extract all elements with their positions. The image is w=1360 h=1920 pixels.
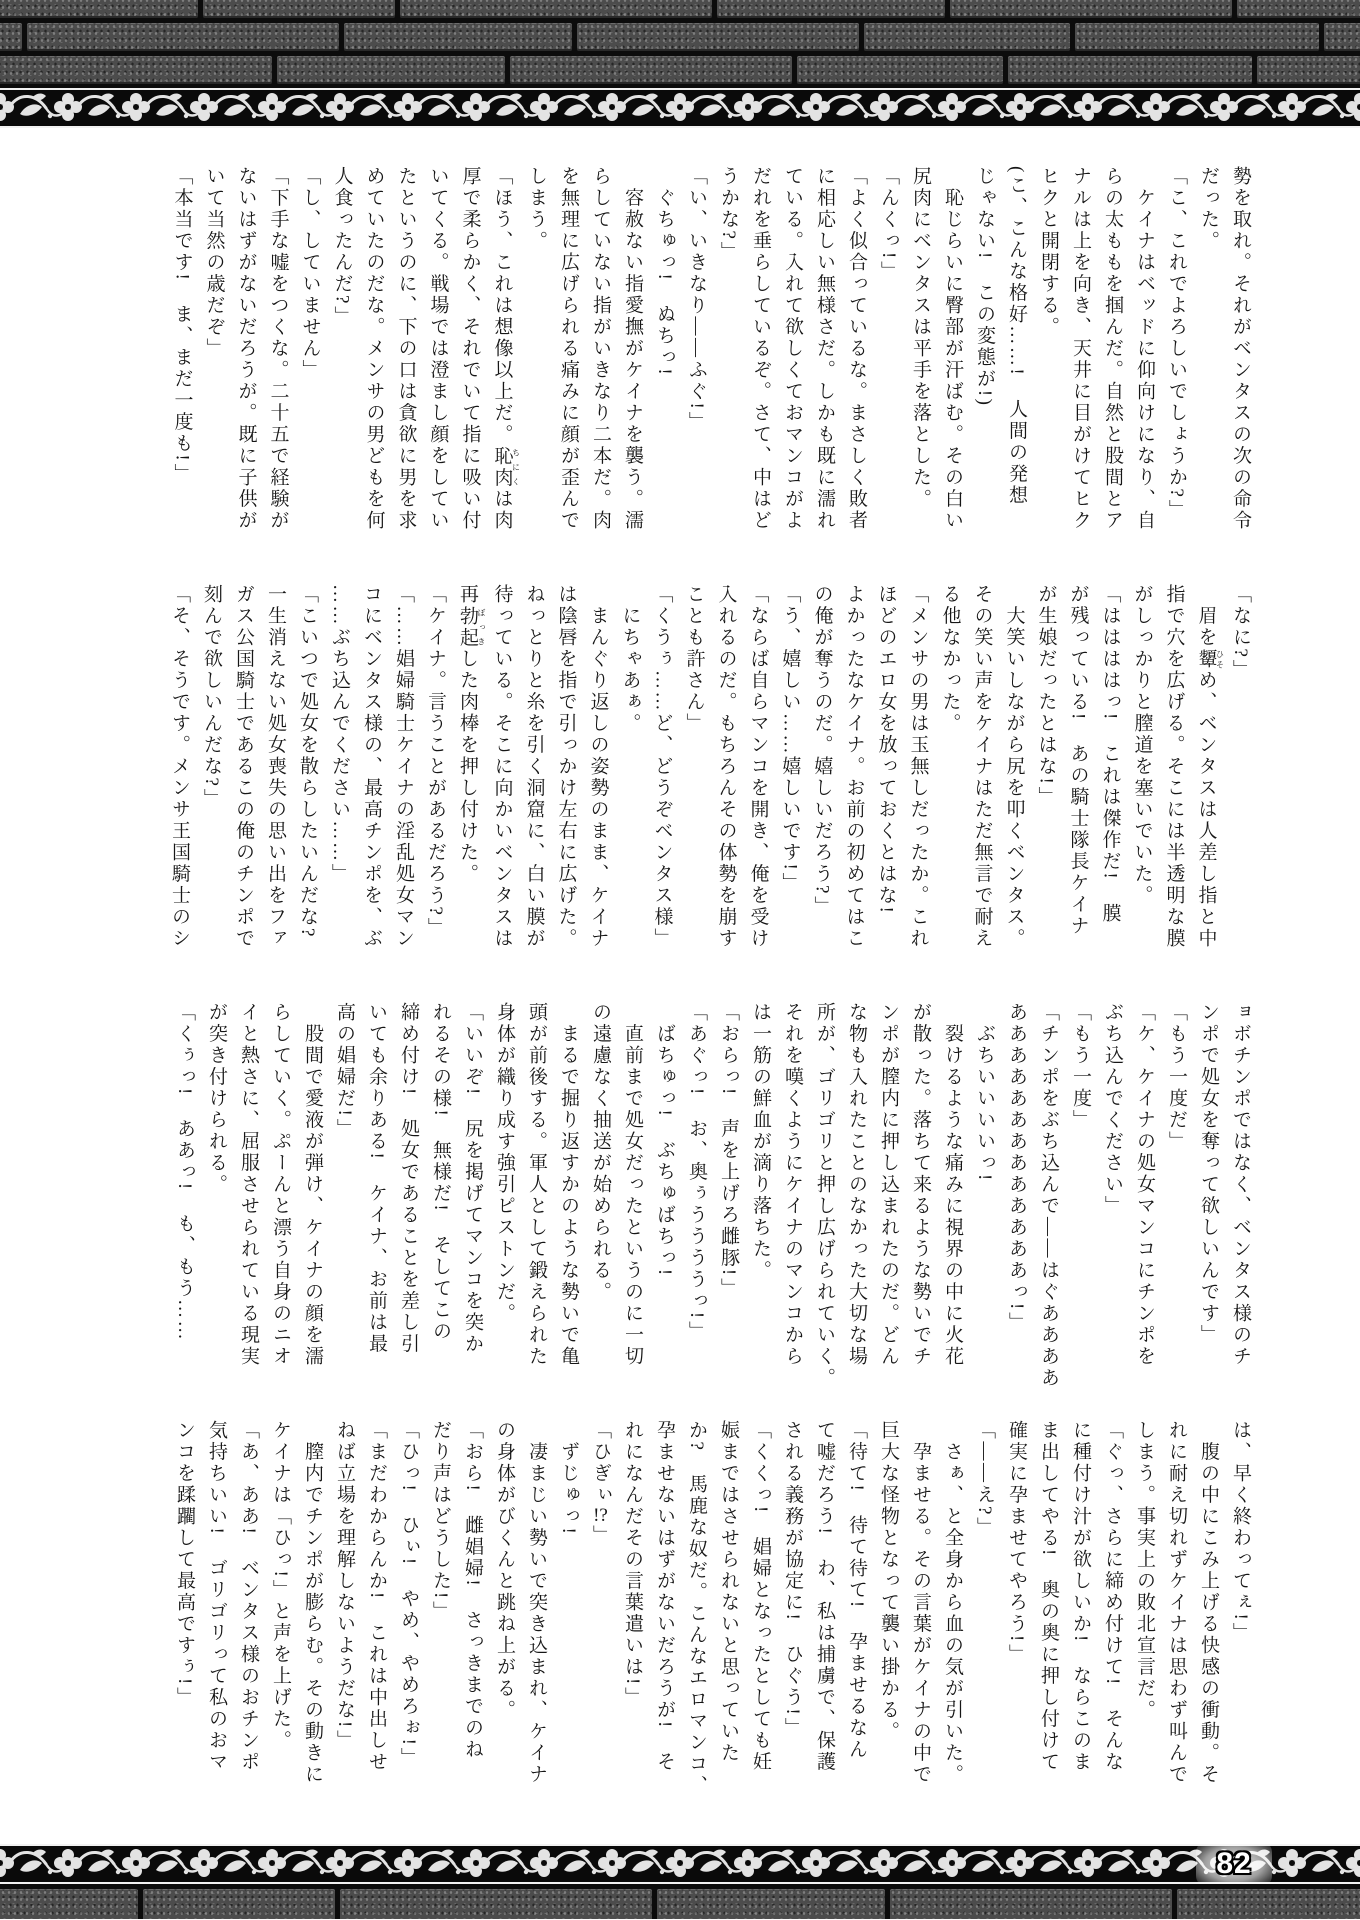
text-column: ぐちゅっ! ぬちっ! [654, 166, 675, 378]
text-column: を無理に広げられる痛みに顔が歪んで [558, 166, 579, 532]
text-column: ヒクと開閉する。 [1038, 166, 1059, 338]
text-column: て嘘だろう! わ、私は捕虜で、保護 [814, 1420, 835, 1773]
text-column: さぁ、と全身から血の気が引いた。 [942, 1420, 963, 1786]
text-column: (こ、こんな格好……! 人間の発想 [1006, 166, 1027, 507]
brick [1177, 1889, 1360, 1919]
floral-ornament-top [0, 90, 1360, 126]
text-column: 一生消えない処女喪失の思い出をファ [265, 584, 286, 950]
brick [0, 0, 198, 18]
text-column: 「ケ、ケイナの処女マンコにチンポを [1134, 1002, 1155, 1368]
text-column: 容赦ない指愛撫がケイナを襲う。濡 [622, 166, 643, 532]
text-column: ケイナは「ひっ!」と声を上げた。 [270, 1420, 291, 1752]
text-column: 巨大な怪物となって襲い掛かる。 [878, 1420, 899, 1743]
brick [890, 1889, 1172, 1919]
text-column: 身体が織り成す強引ピストンだ。 [494, 1002, 515, 1325]
text-column: ガス公国騎士であるこの俺のチンポで [233, 584, 254, 950]
text-column: ……ぶち込んでください……」 [329, 584, 350, 885]
text-column: よかったなケイナ。お前の初めてはこ [843, 584, 865, 950]
brick [143, 1889, 335, 1919]
text-column: 高の娼婦だ!」 [334, 1002, 355, 1140]
text-column: 孕ませないはずがないだろうが! そ [654, 1420, 675, 1773]
text-column: それを嘆くようにケイナのマンコから [782, 1002, 803, 1368]
text-column: 頭が前後する。軍人として鍛えられた [526, 1002, 547, 1368]
text-column: が残っている! あの騎士隊長ケイナ [1067, 584, 1089, 937]
page-number: 82 [1216, 1847, 1252, 1880]
text-column: 「ひぎぃ!?」 [590, 1420, 611, 1547]
text-column: まるで掘り返すかのような勢いで亀 [558, 1002, 579, 1368]
text-column: ぶち込んでください」 [1102, 1002, 1123, 1217]
text-column: ことも許さん」 [683, 584, 705, 735]
brick [1237, 0, 1360, 18]
brick [203, 0, 395, 18]
text-column: は一筋の鮮血が滴り落ちた。 [750, 1002, 771, 1282]
text-column: 恥じらいに臀部が汗ばむ。その白い [942, 166, 963, 532]
text-column: は陰唇を指で引っかけ左右に広げた。 [555, 584, 577, 950]
text-column: 「し、していません」 [299, 166, 321, 381]
text-column: 凄まじい勢いで突き込まれ、ケイナ [526, 1420, 547, 1786]
brick [340, 1889, 652, 1919]
text-column: らしていく。ぷーんと漂う自身のニオ [270, 1002, 291, 1368]
text-column: 「あぐっ! お、奥ぅううううっ!」 [686, 1002, 707, 1343]
text-column: 「もう一度」 [1070, 1002, 1091, 1131]
brick [277, 56, 505, 84]
text-column: 「もう一度だ」 [1166, 1002, 1187, 1153]
text-column: 勢を取れ。それがベンタスの次の命令 [1230, 166, 1251, 532]
text-column: ばちゅっ! ぶちゅばちっ! [654, 1002, 675, 1278]
text-column: か? 馬鹿な奴だ。こんなエロマンコ、 [686, 1420, 707, 1797]
text-column: 締め付け! 処女であることを差し引 [398, 1002, 419, 1355]
text-column: 「……娼婦騎士ケイナの淫乱処女マン [393, 584, 414, 950]
text-column: ンコを蹂躙して最高ですぅ!」 [174, 1420, 195, 1709]
text-column: 「くうぅ……ど、どうぞベンタス様」 [651, 584, 673, 950]
ornament-border-top [0, 88, 1360, 128]
text-column: だった。 [1198, 166, 1219, 252]
brick [0, 1889, 138, 1919]
brick-wall-bottom [0, 1884, 1360, 1919]
text-column: コにベンタス様の、最高チンポを、ぶ [361, 584, 382, 950]
text-column: 大笑いしながら尻を叩くベンタス。 [1003, 584, 1025, 950]
text-column: 「こいつで処女を散らしたいんだな? [297, 584, 318, 939]
text-column: 「う、嬉しい……嬉しいです!」 [779, 584, 801, 894]
text-column: 指で穴を広げる。そこには半透明な膜 [1163, 584, 1185, 950]
text-column: れになんだその言葉遣いは!」 [622, 1420, 643, 1709]
text-column: 気持ちいい! ゴリゴリって私のおマ [206, 1420, 227, 1773]
brick [1257, 56, 1360, 84]
brick [344, 23, 572, 51]
text-column: まんぐり返しの姿勢のまま、ケイナ [587, 584, 609, 950]
brick [950, 0, 1232, 18]
text-column: 厚で柔らかく、それでいて指に吸い付 [459, 166, 481, 532]
text-column: ねば立場を理解しないようだな!」 [334, 1420, 355, 1752]
text-column: らしていない指がいきなり二本だ。肉 [590, 166, 611, 532]
text-column: たというのに、下の口は貪欲に男を求 [395, 166, 417, 532]
text-column: 「こ、これでよろしいでしょうか?」 [1166, 166, 1187, 521]
text-band-1 [110, 166, 1256, 572]
text-column: 「んくっ!」 [878, 166, 899, 283]
text-column: その笑い声をケイナはただ無言で耐え [971, 584, 993, 950]
text-column: ぶちいいいいっ! [974, 1002, 995, 1183]
text-column: ンポで処女を奪って欲しいんです」 [1198, 1002, 1219, 1346]
text-column: 「待て! 待て待て! 孕ませるなん [846, 1420, 867, 1761]
brick [797, 56, 1003, 84]
brick [1075, 23, 1319, 51]
brick-wall-top [0, 0, 1360, 88]
text-column: 「おら! 雌娼婦! さっきまでのね [462, 1420, 483, 1761]
text-column: 「——え?」 [974, 1420, 995, 1539]
text-column: にちゃあぁ。 [619, 584, 641, 735]
text-column: 「ケイナ。言うことがあるだろう?」 [425, 584, 446, 939]
text-column: 膣内でチンポが膨らむ。その動きに [302, 1420, 323, 1786]
text-column: 「ははははっ! これは傑作だ! 膜 [1099, 584, 1121, 925]
text-column: 「チンポをぶち込んで——はぐああああ [1038, 1002, 1059, 1389]
brick [510, 56, 792, 84]
text-column: が散った。落ちて来るような勢いでチ [910, 1002, 931, 1368]
text-column: あああああああああああああっ!」 [1006, 1002, 1027, 1334]
brick [717, 0, 945, 18]
text-column: 眉を顰 ひそめ、ベンタスは人差し指と中 [1195, 584, 1225, 950]
text-column: 「ぐっ、さらに締め付けて! そんな [1102, 1420, 1123, 1773]
text-column: イと熱さに、屈服させられている現実 [238, 1002, 259, 1368]
floral-ornament-bottom [0, 1846, 1360, 1882]
text-column: 「おらっ! 声を上げろ雌豚!」 [718, 1002, 739, 1300]
text-column: 尻肉にベンタスは平手を落とした。 [910, 166, 931, 510]
text-column: 直前まで処女だったというのに一切 [622, 1002, 643, 1368]
text-column: 「メンサの男は玉無しだったか。これ [907, 584, 929, 950]
text-band-3 [110, 1002, 1256, 1408]
brick [27, 23, 339, 51]
text-column: 待っている。そこに向かいベンタスは [491, 584, 513, 950]
brick [1324, 23, 1360, 51]
brick [577, 23, 859, 51]
text-column: 裂けるような痛みに視界の中に火花 [942, 1002, 963, 1368]
text-column: 「下手な嘘をつくな。二十五で経験が [267, 166, 289, 532]
brick [864, 23, 1070, 51]
text-column: 「くぅっ! ああっ! も、もう…… [174, 1002, 195, 1343]
text-column: 再勃起 ぼっきした肉棒を押し付けた。 [457, 584, 486, 885]
ornament-border-bottom [0, 1844, 1360, 1884]
text-column: いても余りある! ケイナ、お前は最 [366, 1002, 387, 1355]
exclamation-question-mark: !? [593, 1506, 608, 1525]
text-column: の俺が奪うのだ。嬉しいだろう?」 [811, 584, 833, 918]
text-column: しまう。事実上の敗北宣言だ。 [1134, 1420, 1155, 1721]
text-column: は、早く終わってぇ!」 [1230, 1420, 1251, 1644]
brick [0, 56, 272, 84]
brick [0, 23, 22, 51]
text-column: 人食ったんだ?」 [331, 166, 353, 328]
text-column: 「なに?」 [1230, 584, 1251, 681]
text-column: に種付け汁が欲しいか! ならこのま [1070, 1420, 1091, 1773]
brick [1008, 56, 1252, 84]
text-band-4 [110, 1420, 1256, 1826]
text-column: の遠慮なく抽送が始められる。 [590, 1002, 611, 1303]
text-column: だり声はどうした!」 [430, 1420, 451, 1623]
brick [400, 0, 712, 18]
text-column: 「ならば自らマンコを開き、俺を受け [747, 584, 769, 950]
text-column: 「ひっ! ひぃ! やめ、やめろぉ!」 [398, 1420, 419, 1769]
text-column: 「よく似合っているな。まさしく敗者 [846, 166, 867, 532]
text-column: 入れるのだ。もちろんその体勢を崩す [715, 584, 737, 950]
text-column: ないはずがないだろうが。既に子供が [235, 166, 257, 532]
text-column: れに耐え切れずケイナは思わず叫んで [1166, 1420, 1187, 1786]
text-column: の身体がびくんと跳ね上がる。 [494, 1420, 515, 1721]
text-column: 「ほう、これは想像以上だ。恥肉 ちにくは肉 [491, 166, 521, 532]
text-column: ンポが膣内に押し込まれたのだ。どん [878, 1002, 899, 1368]
text-column: がしっかりと膣道を塞いでいた。 [1131, 584, 1153, 907]
text-column: 確実に孕ませてやろう!」 [1006, 1420, 1027, 1666]
text-column: だれを垂らしているぞ。さて、中はど [750, 166, 771, 532]
text-column: 所が、ゴリゴリと押し広げられていく。 [814, 1002, 835, 1389]
text-column: ナルは上を向き、天井に目がけてヒク [1070, 166, 1091, 532]
text-column: 刻んで欲しいんだな?」 [201, 584, 222, 810]
text-column: ねっとりと糸を引く洞窟に、白い膜が [523, 584, 545, 950]
text-column: めていたのだな。メンサの男どもを何 [363, 166, 385, 532]
text-column: いて当然の歳だぞ」 [203, 166, 225, 360]
text-column: 「本当です! ま、まだ一度も!」 [171, 166, 193, 485]
text-column: 「そ、そうです。メンサ王国騎士のシ [169, 584, 190, 950]
text-column: いてくる。戦場では澄まし顔をしてい [427, 166, 449, 532]
text-column: が突き付けられる。 [206, 1002, 227, 1196]
text-column: 「い、いきなり——ふぐ!」 [686, 166, 707, 433]
text-column: 孕ませる。その言葉がケイナの中で [910, 1420, 931, 1786]
text-column: ている。入れて欲しくておマンコがよ [782, 166, 803, 532]
text-column: じゃない! この変態が!) [974, 166, 995, 408]
text-column: 「あ、ああ! ベンタス様のおチンポ [238, 1420, 259, 1773]
text-column: に相応しい無様さだ。しかも既に濡れ [814, 166, 835, 532]
text-column: 股間で愛液が弾け、ケイナの顔を濡 [302, 1002, 323, 1368]
text-column: る他なかった。 [939, 584, 961, 735]
page-number-badge [1196, 1842, 1272, 1886]
brick [657, 1889, 885, 1919]
text-column: しまう。 [526, 166, 547, 252]
text-column: な物も入れたことのなかった大切な場 [846, 1002, 867, 1368]
text-column: らの太ももを掴んだ。自然と股間とア [1102, 166, 1123, 532]
text-band-2 [110, 584, 1256, 990]
page-content [0, 128, 1360, 1844]
text-column: れるその様! 無様だ! そしてこの [430, 1002, 451, 1343]
text-column: 「くくっ! 娼婦となったとしても妊 [750, 1420, 771, 1773]
text-column: 娠まではさせられないと思っていた [718, 1420, 739, 1764]
text-column: ずじゅっ! [558, 1420, 579, 1537]
text-column: ま出してやる! 奥の奥に押し付けて [1038, 1420, 1059, 1773]
text-column: ョボチンポではなく、ベンタス様のチ [1230, 1002, 1251, 1368]
text-column: が生娘だったとはな!」 [1035, 584, 1057, 808]
text-column: 腹の中にこみ上げる快感の衝動。そ [1198, 1420, 1219, 1786]
text-column: される義務が協定に! ひぐう!」 [782, 1420, 803, 1739]
text-column: 「いいぞ! 尻を掲げてマンコを突か [462, 1002, 483, 1355]
text-column: 「まだわからんか! これは中出しせ [366, 1420, 387, 1773]
text-column: ケイナはベッドに仰向けになり、自 [1134, 166, 1155, 532]
text-column: ほどのエロ女を放っておくとはな! [875, 584, 897, 916]
text-column: うかな?」 [718, 166, 739, 263]
